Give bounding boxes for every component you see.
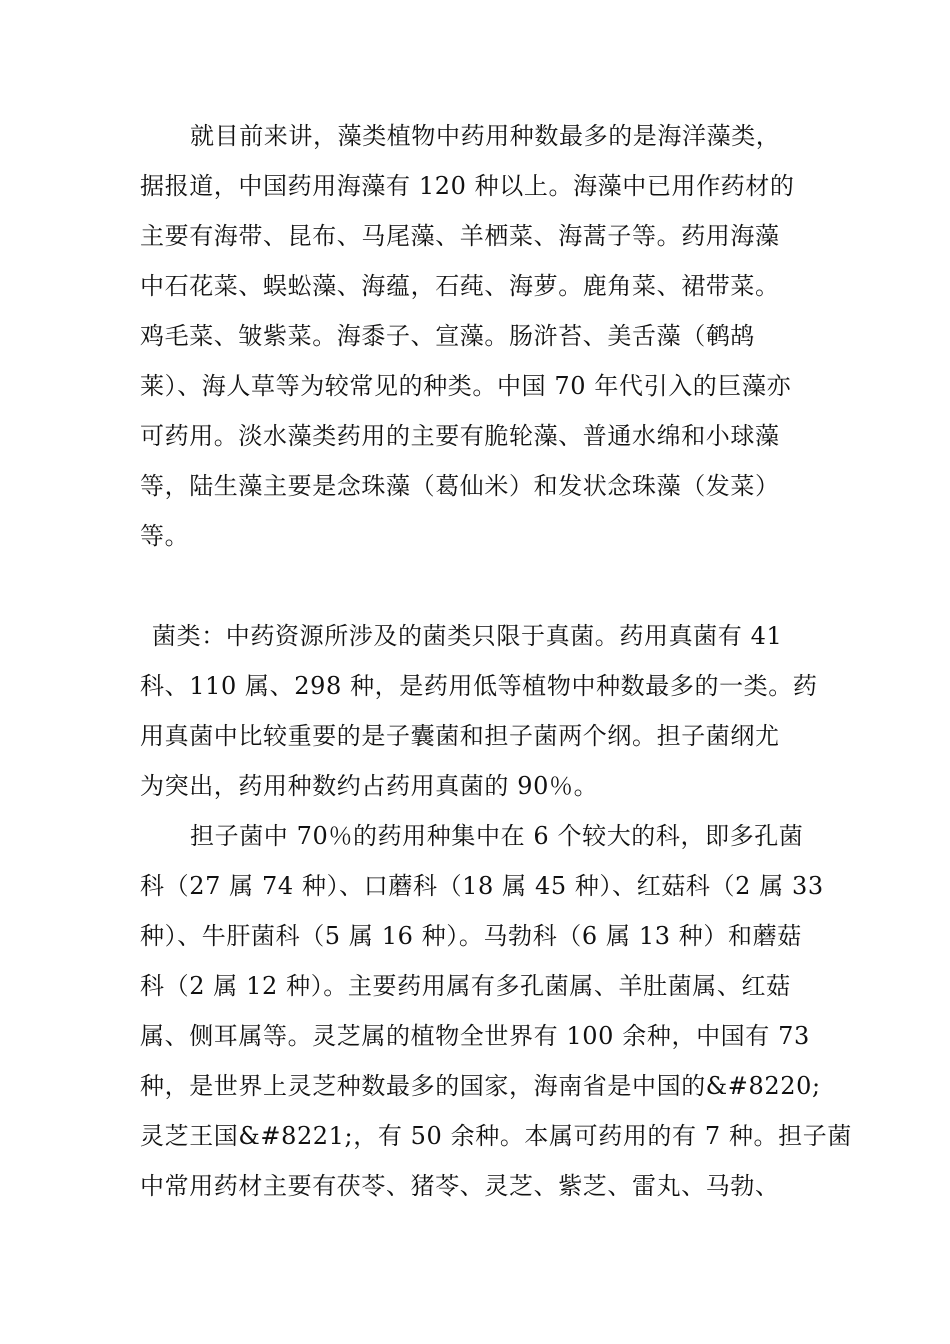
paragraph-1-line-5: 鸡毛菜、皱紫菜。海黍子、宣藻。肠浒苔、美舌藻（鹌鸪 [140, 322, 755, 350]
paragraph-3-line-7: 灵芝王国&#8221;，有 50 余种。本属可药用的有 7 种。担子菌 [140, 1122, 852, 1150]
paragraph-2-line-3: 用真菌中比较重要的是子囊菌和担子菌两个纲。担子菌纲尤 [140, 722, 780, 750]
paragraph-1-line-3: 主要有海带、昆布、马尾藻、羊栖菜、海蒿子等。药用海藻 [140, 222, 780, 250]
paragraph-1-line-1: 就目前来讲，藻类植物中药用种数最多的是海洋藻类， [190, 122, 781, 150]
paragraph-1-line-9: 等。 [140, 522, 190, 550]
paragraph-3-line-5: 属、侧耳属等。灵芝属的植物全世界有 100 余种，中国有 73 [140, 1022, 810, 1050]
paragraph-1-line-8: 等，陆生藻主要是念珠藻（葛仙米）和发状念珠藻（发菜） [140, 472, 780, 500]
paragraph-3-line-2: 科（27 属 74 种）、口蘑科（18 属 45 种）、红菇科（2 属 33 [140, 872, 824, 900]
paragraph-3-line-8: 中常用药材主要有茯苓、猪苓、灵芝、紫芝、雷丸、马勃、 [140, 1172, 780, 1200]
paragraph-3-line-1: 担子菌中 70％的药用种集中在 6 个较大的科，即多孔菌 [190, 822, 804, 850]
paragraph-2-line-1: 菌类：中药资源所涉及的菌类只限于真菌。药用真菌有 41 [152, 622, 783, 650]
paragraph-3-line-3: 种）、牛肝菌科（5 属 16 种）。马勃科（6 属 13 种）和蘑菇 [140, 922, 802, 950]
paragraph-3-line-6: 种，是世界上灵芝种数最多的国家，海南省是中国的&#8220; [140, 1072, 821, 1100]
paragraph-2-line-4: 为突出，药用种数约占药用真菌的 90％。 [140, 772, 599, 800]
paragraph-1-line-2: 据报道，中国药用海藻有 120 种以上。海藻中已用作药材的 [140, 172, 795, 200]
paragraph-2-line-2: 科、110 属、298 种，是药用低等植物中种数最多的一类。药 [140, 672, 818, 700]
paragraph-3-line-4: 科（2 属 12 种）。主要药用属有多孔菌属、羊肚菌属、红菇 [140, 972, 791, 1000]
paragraph-1-line-7: 可药用。淡水藻类药用的主要有脆轮藻、普通水绵和小球藻 [140, 422, 780, 450]
paragraph-1-line-4: 中石花菜、蜈蚣藻、海蕴，石莼、海萝。鹿角菜、裙带菜。 [140, 272, 780, 300]
paragraph-1-line-6: 莱）、海人草等为较常见的种类。中国 70 年代引入的巨藻亦 [140, 372, 792, 400]
